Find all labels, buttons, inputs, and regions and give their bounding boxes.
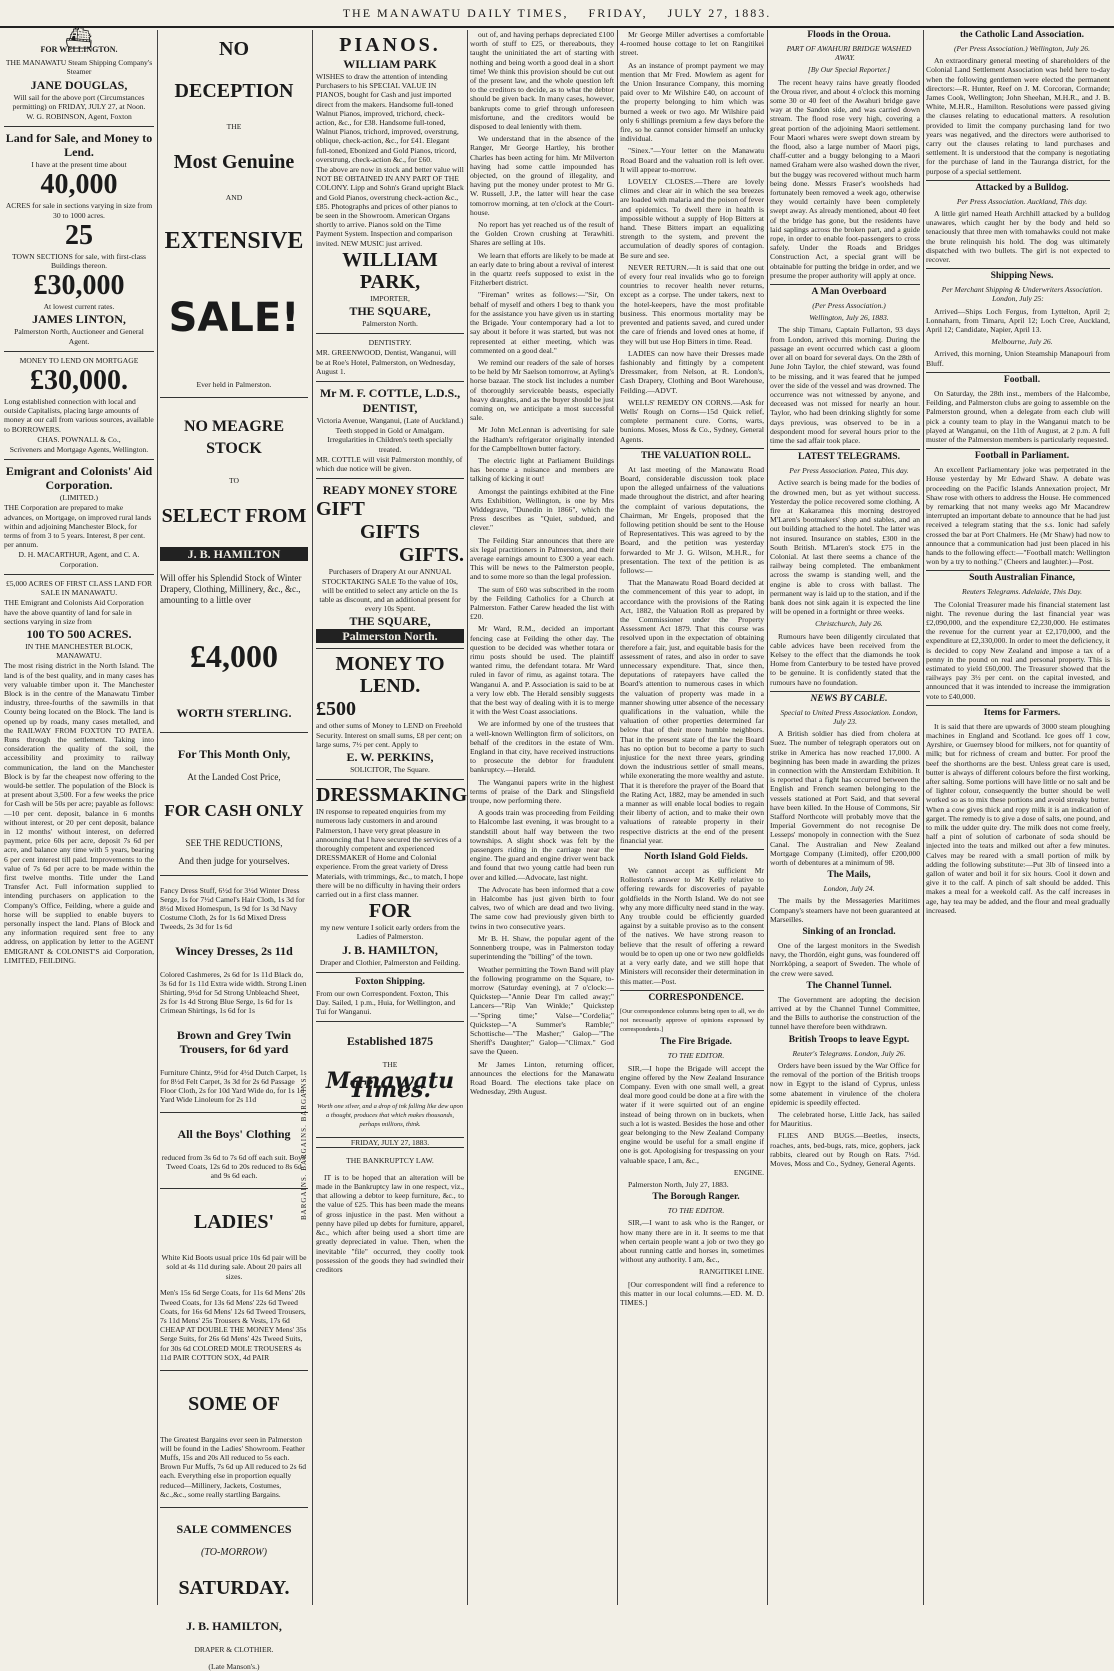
ad-title: MONEY TO LEND. [335,653,445,698]
masthead [0,0,1114,28]
article-headline: Items for Farmers. [983,707,1061,718]
ad-text: and other sums of Money to LEND on Freehold Security. Interest on small sums, £8 per cent; on large sums, 7½ per cent. Apply to [316,721,462,749]
ad-title: READY MONEY STORE [322,483,458,498]
ad-text: Will sail for the above port (Circumstances permitting) on FRIDAY, JULY 27, at Noon. [12,92,146,111]
article-paragraph: As an instance of prompt payment we may mention that Mr Fred. Mowlem as agent for the Union Insurance Company, this morning paid over to Mr Wilshire £40, on account of the property belonging to him which was burned a week or two ago. Mr Wilshire paid only 6 shillings premium a few days before the fire, so he cannot consider himself an unlucky individual. [620,60,764,144]
article-subhead: Per Press Association. Auckland, This day. [956,196,1088,206]
ad-subtitle: (LIMITED.) [59,493,99,503]
article-subhead: Special to United Press Association. London, July 23. [780,707,918,726]
letter-signature: ENGINE. [733,1167,764,1177]
ad-line: Brown and Grey Twin Trousers, for 6d yard [176,1027,292,1056]
article-subhead: Per Merchant Shipping & Underwriters Association. London, July 25: [941,285,1103,304]
article-paragraph: The ship Timaru, Captain Fullarton, 93 days from London, arrived this morning. During the passage an event occurred which cast a gloom over all on board for several days. On the 28th of June John Taylor, the chief steward, was found to be missing, and it was feared that he jumped over the side of the vessel and was drowned. The occurrence was not witnessed by anyone, and deceased was not missed for nearly an hour. Taylor, who had been drinking slightly for some days previous, was observed to be in a despondent mood for several hours prior to the time the sad affair took place. [770,325,920,445]
ad-line: White Kid Boots usual price 10s 6d pair will be sold at 4s 11d during sale. About 20 pairs all sizes. [161,1253,307,1281]
article-paragraph: The electric light at Parliament Buildings has become a nuisance and members are talking of kicking it out! [470,455,614,484]
ad-line: Will offer his Splendid Stock of Winter Drapery, Clothing, Millinery, &c., &c., amounting to a little over [160,573,302,606]
article-headline: Sinking of an Ironclad. [802,927,896,938]
article-paragraph: Mr Ward, R.M., decided an important fencing case at Feilding the other day. The question to be decided was whether totara or rimu posts should be used. The plaintiff wanted rimu, the defendant totara. Mr Ward ruled in favor of rimu, as against totara. The Wanganui A. and P. Association is said to be at a very low ebb. The Herald sensibly suggests that the best way of dealing with it is to merge it with the West Coast associations. [470,624,614,717]
ad-line: GIFTS [359,521,421,544]
column-rule [767,30,768,1605]
article-subhead: Melbourne, July 26. [991,337,1053,347]
price-list: Fancy Dress Stuff, 6½d for 3½d Winter Dress Serge, 1s for 7½d Camel's Hair Cloth, 1s 3d for 8½d Mixed Homespun, 1s 9d for 1s 3d Navy Costume Cloth, 2s for 1s 6d Mixed Dress Tweeds, 2s 3d for 1s 6d [160,885,305,932]
article-paragraph: LOVELY CLOSES.—There are lovely climes and clear air in which the sea breezes are loaded with malaria and the poison of fever and epidemics. To dwell there in health is impossible without a supply of Hop Bitters at hand. These Bitters impart an equalizing strength to the system, and prevent the accumulation of deadly spores of contagion. Be sure and see. [620,177,764,260]
acres-figure: 40,000 [40,169,118,201]
ad-title: FOR WELLINGTON. [40,45,118,55]
ad-line: TO [229,476,239,486]
article-headline: Foxton Shipping. [355,976,425,987]
money-figure: £30,000 [33,270,125,302]
article-paragraph: A little girl named Heath Archhill attacked by a bulldog unawares, which caught her by the body and held so tenaciously that three men with tomahawks could not make the brute relinquish his hold. The dog was ultimately dispatched with two bullets. The girl is not expected to recover. [926,209,1110,265]
editorial-headline: THE BANKRUPTCY LAW. [346,1156,434,1166]
masthead-date: JULY 27, 1883. [667,5,772,20]
ad-line: Ever held in Palmerston. [196,380,272,390]
ad-text: I have at the present time about [31,160,127,170]
article-paragraph: "Fireman" writes as follows:—"Sir, On behalf of myself and others I beg to thank you for the assistance you have given us in starting the Brigade. Your contemporary had a lot to say about it before it was started, but was not represented at either meeting, which was commented on a good deal." [470,290,614,355]
ad-text: Teeth stopped in Gold or Amalgam. Irregularities in Children's teeth specially treated. [327,426,453,454]
article-headline: Football. [1003,374,1041,385]
column-rule [157,30,158,1605]
editor-note: [Our correspondence columns being open to all, we do not necessarily approve of opinions expressed by correspondents.] [620,1007,764,1034]
ad-line: Most Genuine [173,151,295,174]
pianos-ad [316,30,464,334]
article-subhead: Wellington, July 26, 1883. [809,313,889,323]
article-paragraph: Mr John McLennan is advertising for sale the Hadham's refrigerator originally intended for the Campbelltown butter factory. [470,425,614,453]
ad-line: IMPORTER, [370,293,410,303]
ad-name: Mr M. F. COTTLE, L.D.S., [319,386,461,401]
article-paragraph: Active search is being made for the bodies of the drowned men, but as yet without success. Yesterday the police recovered some clothing. A fire at Kakaramea this morning destroyed M'Laren's bootmakers' shop and stables, and an out building attached to the hotel. The latter was not insured. Insurance on stables, £300 in the South British. M'Laren's stock £75 in the Colonial. At last there seems a chance of the railway being completed. The embankment across the swamp is standing well, and the engine is able to cross with ballast. The permanent way is laid up to the station, and if the bank does not sink again it is expected the line will be opened in a fortnight or three weeks. [770,478,920,617]
masthead-title: THE MANAWATU DAILY TIMES, [342,5,569,20]
ad-line: And then judge for yourselves. [178,855,290,866]
article-subhead: (Per Press Association.) Wellington, July 26. [954,44,1090,53]
article-headline: Attacked by a Bulldog. [975,182,1069,193]
ad-line: Palmerston North. [316,629,464,643]
land-sale-ad [4,127,154,352]
article-headline: Shipping News. [990,271,1054,282]
article-paragraph: LADIES can now have their Dresses made fashionably and fittingly by a competent Dressmaker, from Nelson, at R. London's, Cash Drapery, Clothing and Boot Warehouse, Feilding.—ADVT. [620,348,764,395]
article-paragraph: One of the largest monitors in the Swedish navy, the Thordön, eight guns, was foundered off Norrköping, a seaport of Sweden. The whole of the crew were saved. [770,941,920,978]
bankruptcy-editorial [316,1173,464,1274]
ad-amount: £500 [316,698,356,721]
ad-name: WILLIAM PARK [343,57,437,71]
article-paragraph: NEVER RETURN.—It is said that one out of every four real invalids who go to foreign countries to recover health never returns, except as a corpse. The under takers, next to the hotel-keepers, have the most profitable business. This enormous mortality may be prevented and patients saved, and cured under the care of friends and loved ones at home, if they will but use Hop Bitters in time. Read. [620,262,764,346]
ad-text: WISHES to draw the attention of intending Purchasers to his SPECIAL VALUE IN PIANOS, bought for Cash and just imported direct from the makers. Handsome full-toned Walnut Pianos, improved, trichord, check-action, &c., for £38. Handsome full-toned, Walnut Pianos, trichord, improved, overstrung, oblique, check-action, &c., for £41. Elegant full-toned, Ebonized and Gold Pianos, tricord, overstrung, check-action &c., for £60. [316,72,459,164]
article-headline: THE VALUATION ROLL. [640,450,752,461]
article-headline: South Australian Finance, [969,573,1075,584]
ad-role: Palmerston North, Auctioneer and General Agent. [14,327,144,346]
article-body: From our own Correspondent. Foxton, This Day. Sailed, 1 p.m., Huia, for Wellington, and Tui for Wanganui. [316,988,456,1017]
ad-text: MR. COTTLE will visit Palmerston monthly, of which due notice will be given. [316,454,463,474]
ad-text: THE Emigrant and Colonists Aid Corporation have the above quantity of land for sale in sections varying in size from [4,598,144,626]
article-paragraph: Orders have been issued by the War Office for the removal of the portion of the British troops now in Egypt to the island of Cyprus, unless some abatement in virulence of the cholera epidemic is speedily effected. [770,1060,920,1107]
ad-text: The above are now in stock and better value will NOT BE OBTAINED IN ANY PART OF THE COLONY. Lipp and Sohn's Grand upright Black and Gold Pianos, overstrung check-action &c., £85. Photographs and prices of other pianos to be seen in the Showroom. American Organs shortly to arrive. Pianos sold on the Time Payment System. Inspection and comparison invited. NEW MUSIC just arrived. [316,165,464,248]
ad-name: J. B. HAMILTON, [186,1618,282,1633]
emigrant-ad [4,460,154,575]
ad-title: MONEY TO LEND ON MORTGAGE [19,355,139,365]
article-headline: North Island Gold Fields. [644,852,748,863]
article-paragraph: Arrived—Ships Loch Fergus, from Lyttelton, April 2; Lonnaharn, from Timaru, April 12; Loch Cree, Auckland, April 12; Candidate, Napier, April 13. [926,306,1110,335]
ad-place: IN THE MANCHESTER BLOCK, MANAWATU. [25,641,133,661]
article-headline: The Channel Tunnel. [806,980,892,991]
article-subhead: [By Our Special Reporter.] [807,65,891,75]
article-paragraph: A goods train was proceeding from Feilding to Halcombe last evening, it was brought to a standstill about half way between the two townships. A slight shock was felt by the passengers riding in the carriage near the engine. The guard and engine driver went back and found that two young cattle had been run over and killed.—Advocate, last night. [470,808,614,882]
ad-line: Wincey Dresses, 2s 11d [175,943,293,958]
price-list: Colored Cashmeres, 2s 6d for 1s 11d Black do, 3s 6d for 1s 11d Extra wide width. Strong Linen Shirting, 9½d for 5d Strong Unbleachd Sheet, 2s for 1s 4d Strong Blue Serge, 1s 6d for 1s Crimean Shirtings, 1s 6d for 1s [160,969,307,1016]
letter-body: SIR,—I want to ask who is the Ranger, or how many there are in it. It seems to me that when certain people want a job or two they go about running cattle and horses in, sometimes without any authority. I am, &c., [620,1218,764,1265]
motto: Worth one silver, and a drop of ink falling like dew upon a thought, produces that which makes thousands, perhaps millions, think. [316,1103,464,1129]
masthead-day: FRIDAY, [588,5,648,20]
ad-sizes: 100 TO 500 ACRES. [26,626,132,641]
article-paragraph: Rumours have been diligently circulated that cable advices have been received from the Kelsey to the effect that the diamonds he took Home from Canterbury to be tested have proved to be genuine. It is confidently stated that the rumours have no foundation. [770,631,920,687]
bargains-banner: BARGAINS. BARGAINS. BARGAINS. [300,1074,308,1220]
article-paragraph: We cannot accept as sufficient Mr Rolleston's answer to Mr Kelly relative to offering rewards for discoveries of payable goldfields in the North Island. We do not see why any more difficulty need stand in the way. Any trouble could be efficiently guarded against by a suitable proviso as to the consent of the natives. We have strong reason to believe that the result of offering a reward would be to open up one or two new goldfields at a very early date, and we still hope that Ministers will reconsider their determination in this matter.—Post. [620,866,764,986]
ad-line: NO MEAGRE STOCK [184,418,284,458]
ad-line: SATURDAY. [178,1576,290,1599]
article-body: IT is to be hoped that an alteration will be made in the Bankruptcy law in one respect, viz., that allowing a debtor to keep furniture, &c., to the value of £25. This has been made the means of gross injustice in the past. Men without a penny have piled up debts for furniture, apparel, &c., which after being used a short time are greatly depreciated in value. Then, when the inevitable "file" occurred, they coolly took possession of the goods they had swindled their creditors [316,1172,464,1274]
hamilton-sale-ad [160,38,308,1671]
ad-line: SOLICITOR, The Square. [350,764,430,774]
ad-line: SELECT FROM [161,505,307,528]
vessel-name: JANE DOUGLAS, [30,77,128,92]
ready-money-ad [316,479,464,649]
ad-line: THE SQUARE, [349,304,431,319]
article-paragraph: An extraordinary general meeting of shareholders of the Colonial Land Settlement Association was held here to-day when the following gentlemen were elected the permanent directors:—R. Hunter, Reef on J. M. Corcoran, Cormande; James Cook, Wellington; John Sheehan, M.H.R., and J. B. White, M.H.R., Hamilton. Resolutions were passed giving the clauses relating to educational matters. A resolution provided to limit the company purchasing land for two years was negatived, and the directors were authorised to carry out the clauses relating to land purchases and settlement. It is understood that the company is negotiating for the purchase of land in the Tauranga district, for the purpose of a special settlement. [926,56,1110,176]
ad-line: (Late Manson's.) [208,1661,260,1671]
ad-text: IN response to repeated enquiries from my numerous lady customers in and around Palmerston, I have very great pleasure in announcing that I have secured the services of a thoroughly competent and experienced DRESSMAKER of Home and Colonial experience. From the great variety of Dress Materials, with trimmings, &c., to match, I hope there will be no difficulty in having their orders carried out in a first class manner. [316,807,464,899]
ad-line: reduced from 3s 6d to 7s 6d off each suit. Boys' Tweed Coats, 12s 6d to 20s reduced to 8s 6d and 9s 6d each. [161,1153,307,1181]
article-subhead: TO THE EDITOR. [667,1206,725,1216]
ad-name: JAMES LINTON, [32,312,126,327]
article-paragraph: We remind our readers of the sale of horses to be held by Mr Saelson tomorrow, at Ayling's horse bazaar. The stock list includes a number of thoroughly serviceable beasts, especially heavy draughts, and as the buyer should be just coming on, we anticipate a most successful sale. [470,357,614,423]
article-paragraph: The Advocate has been informed that a cow in Halcombe has just given birth to four calves, two of which are dead and two living. The same cow had previously given birth to twins in two consecutive years. [470,884,614,931]
ad-line: At the Landed Cost Price, [187,772,281,783]
ad-title: Land for Sale, and Money to Lend. [5,131,153,160]
ad-line: SALE COMMENCES [176,1521,292,1536]
article-subhead: Reuter's Telegrams. London, July 26. [792,1048,906,1058]
article-paragraph: The celebrated horse, Little Jack, has sailed for Mauritius. [770,1109,920,1129]
ad-name: J. B. HAMILTON, [342,942,438,957]
ad-line: FOR CASH ONLY [164,800,304,820]
ad-line: GIFT [316,498,365,521]
steamer-ad [4,25,154,127]
article-paragraph: It is said that there are upwards of 3000 steam ploughing machines in England and Scotland. Ice goes off 1 cow, Ayrshire, or Guernsey blood for milkers, not for quantity of milk; but for richness of cream and butter. For proof the beef the shorthorns are the best. Unless great care is used, butter is always of different colours before the first working, after salting. Some portions will have little or no salt and be of lighter colour, consequently the butter should be well worked so as to mix these portions and avoid streaky butter. When a cow gives thick and ropy milk it is an indication of garget. The remedy is to give a dose of salts, one pound, and to milk the udder quite dry. The milk does not come freely, half a pint of solution of carbonate of soda should be injected into the teats and milked out after a few minutes. Calves may be reared with a small portion of milk by adding the following substitute:—Put 3lb of linseed into a gallon of water and boil it for six hours. Cool it down and give it to the calf. A pinch of salt should be added. This makes a meal for a weekold calf. As the calf increases in age, hay tea may be added, and the flour and meal gradually increased. [926,721,1110,915]
article-paragraph: The sum of £60 was subscribed in the room by the Feilding Catholics for a Church at Palmerston. Father Carew headed the list with £20. [470,584,614,622]
ad-name: WILLIAM PARK, [342,248,438,293]
ad-body: The most rising district in the North Island. The land is of the best quality, and in many cases has very valuable timber upon it. The Manchester Block is in the centre of the Manawatu Timber industry, three-fourths of the sawmills in that County being located on the Block. The land is opened up by roads, many cases metalled, and the RAILWAY FROM FOXTON TO PATEA. Runs through the settlement. Taking into consideration the quality of the soil, the accessibility and proximity to railway communication, the land on the Manchester Block is by far the cheapest now offering to the would-be settler. The population of the Block is at present about 3,500. For a few weeks the price for Cash will be 50s per acre; payable as follows:—10 per cent. deposit, balance in 6 months without interest, or 20 per cent deposit, balance in 12 months' without interest, on deferred payment, price 60s per acre, deposit 7s 6d per acre, and balance any time with 5 years, bearing 6 per cent interest till paid. Improvements to the value of 7s 6d per acre to be made within the first twelve months. Title under the Land Transfer Act. Full information supplied to intending purchasers on application to the Company's Office, Feilding, where a guide and horse will be supplied to enable buyers to personally inspect the land. Plans of Block and any information required sent free to any address, on application by letter to the AGENT EMIGRANT & COLONIST'S aid Corporation, LIMITED, FEILDING. [4,661,154,965]
ad-text: TOWN SECTIONS for sale, with first-class Buildings thereon. [12,251,146,271]
article-paragraph: We are informed by one of the trustees that a well-known Wellington firm of solicitors, on behalf of the creditors in the estate of Wm. England in that city, have received instructions to prosecute the debtor for fraudulent bankruptcy.—Herald. [470,719,614,775]
article-paragraph: A British soldier has died from cholera at Suez. The number of telegraph operators out on strike in America has now reached 17,000. A beginning has been made in awarding the prizes in connection with the Amsterdam Exhibition. It is reported that a fight has occurred between the English and French seamen belonging to the vessels stationed at Port Said, and that several have been killed. In the House of Commons, Sir Stafford Northcote will probably move that the Imperial Government do not recognise De Lesseps' monopoly in connection with the Suez Canal. The Australian and New Zealand Mortgage Company (Limited), offer £200,000 worth of debentures at a minimum of 98. [770,729,920,868]
dentistry-ad [316,334,464,382]
section-headline: CORRESPONDENCE. [648,992,744,1003]
article-paragraph: At last meeting of the Manawatu Road Board, considerable discussion took place upon the alleged unfairness of the valuations made throughout the district, and after hearing the complaint of various deputations, the Chairman, Mr Engels, proposed that the following petition should be sent to the House of Representatives. This was agreed to by the Board, and the petition was yesterday forwarded to Mr J. G. Wilson, M.H.R., for presentation. The text of the petition is as follows:— [620,464,764,575]
ad-title: DENTISTRY. [368,338,412,348]
column-6 [770,30,920,1605]
ad-name: CHAS. POWNALL & Co., [37,434,121,444]
ad-text: At lowest current rates. [43,302,115,312]
article-subhead: Per Press Association. Patea, This day. [789,466,909,476]
ad-line: WORTH STERLING. [176,706,292,721]
article-paragraph: Weather permitting the Town Band will play the following programme on the Square, to-morrow (Saturday evening), at 7 o'clock:—Quickstep—"Annie Dear I'm called away;" Lancers—"Rip Van Winkle;" Quickstep—"Spring time;" Valse—"Cordelia;" Quickstep—"A Summer's Ramble;" Schottische—"The Masher;" Galop—"The Sheriff's Daughter;" Galop—"Climax." God save the Queen. [470,964,614,1057]
ad-text: Long established connection with local and outside Capitalists, placing large amounts of money at our call from various sources, available to BORROWERS. [4,397,154,434]
ad-agent: W. G. ROBINSON, Agent, Foxton [26,112,132,122]
mortgage-ad [4,352,154,460]
article-subhead: London, July 24. [823,884,875,894]
ad-role: Scriveners and Mortgage Agents, Wellington. [9,445,149,455]
article-subhead: TO THE EDITOR. [667,1051,725,1061]
price-list: Furniture Chintz, 9½d for 4½d Dutch Carpet, 1s for 8½d Felt Carpet, 3s 3d for 2s 6d Passage Floor Cloth, 2s for 10d Yard Wide do, for 1s 1d Yard Wide Linoleum for 2s 11d [160,1067,307,1105]
article-subhead: (Per Press Association.) [812,301,886,311]
letter-location: Palmerston North, July 27, 1883. [628,1179,729,1189]
article-paragraph: No report has yet reached us of the result of the Golden Crown crushing at Terawhiti. Shares are selling at 10s. [470,220,614,248]
article-paragraph: Mr James Linton, returning officer, announces the elections for the Manawatu Road Board. The elections take place on Wednesday, 29th August. [470,1059,614,1097]
ad-line: SOME OF [188,1392,280,1415]
article-paragraph: FLIES AND BUGS.—Beetles, insects, roaches, ants, bed-bugs, rats, mice, gophers, jack rabbits, cleared out by Rough on Rats. 7½d. Moves, Moss and Co., Sydney, General Agents. [770,1131,920,1168]
article-headline: The Borough Ranger. [652,1192,740,1203]
column-5 [620,30,764,1605]
ad-title: DRESSMAKING [316,784,468,807]
ad-text: ACRES for sale in sections varying in size from 30 to 1000 acres. [5,201,153,220]
ad-line: For This Month Only, [177,747,291,762]
foxton-shipping [316,973,464,1023]
article-subhead: Christchurch, July 26. [815,619,883,629]
article-paragraph: The Wanganui papers write in the highest terms of praise of the Dark and Slingsfield troupe, now performing there. [470,777,614,806]
ad-line: (TO-MORROW) [201,1546,267,1558]
column-1 [4,25,154,1605]
column-3 [316,30,468,1605]
ad-text: MR. GREENWOOD, Dentist, Wanganui, will be at Roe's Hotel, Palmerston, on Wednesday, August 1. [316,348,457,376]
article-paragraph: The Feilding Star announces that there are six legal practitioners in Palmerston, and their average earnings amount to £300 a year each. This will be news to the Palmerston people, and to some more so than the legal profession. [470,535,614,582]
ad-text: THE MANAWATU Steam Shipping Company's Steamer [5,58,153,77]
ad-line: LADIES' [193,1211,275,1234]
block-sale-ad [4,575,154,970]
column-rule [467,30,468,1605]
established-line: Established 1875 [346,1034,434,1049]
price-list: Men's 15s 6d Serge Coats, for 11s 6d Mens' 20s Tweed Coats, for 13s 6d Mens' 22s 6d Tweed Coats, for 16s 6d Mens' 12s 6d Tweed Trousers, 7s 11d Mens' 25s Trousers & Vests, 17s 6d CHEAP AT DOUBLE THE MONEY Mens' 35s Serge Suits, for 26s 6d Mens' 42s Tweed Suits, for 30s 6d COLORED MOLE TROUSERS 4s 11d PAIR COTTON SOX, 4d PAIR [160,1288,307,1362]
ad-line: GIFTS. [398,544,464,567]
ad-line: Palmerston North. [362,319,418,329]
cottle-ad [316,382,464,479]
ad-text: THE Corporation are prepared to make advances, on Mortgage, on improved rural lands within and adjoining Manchester Block, for terms of from 3 to 5 years. Interest, 8 per cent. per annum. [4,503,152,550]
column-rule [923,30,924,1605]
ad-line: THE SQUARE, [349,614,431,629]
article-paragraph: Amongst the paintings exhibited at the Fine Arts Exhibition, Wellington, is one by Mrs Widdegrave, "Dunedin in 1866", which the Press describes as "Quiet, subdued, and clever." [470,486,614,533]
article-headline: Floods in the Oroua. [807,30,891,40]
ad-amount: £4,000 [190,638,278,675]
ad-line: THE [382,1060,398,1070]
ad-line: DECEPTION [174,80,294,102]
article-paragraph: On Saturday, the 28th inst., members of the Halcombe, Feilding, and Palmerston clubs are going to assemble on the Palmerston ground, when a delegate from each club will pick a county team to play in the Wanganui match to be played at Wanganui, on the 11th of August, at 2 p.m. A full muster of the Palmerston members is particularly requested. [926,388,1110,444]
column-2 [160,30,308,1671]
column-7 [926,30,1110,1605]
ad-line: FOR [368,900,412,923]
dressmaking-ad [316,780,468,973]
article-paragraph: Mr George Miller advertises a comfortable 4-roomed house cottage to let on Rangitikei street. [620,30,764,58]
money-figure: £30,000. [30,365,128,397]
article-paragraph: out of, and having perhaps depreciated £100 worth of stuff to £25, or thereabouts, they taught the uninitiated the art of starting with nothing and being worth a good deal in a short time! We think this provision should be cut out of the present law, and the whole question left to the creditors to decide, as to what the debtor should be given back. In many cases, however, bankrupts come to grief through unforeseen misfortune, and the creditors would be disposed to deal leniently with them. [470,30,614,132]
article-paragraph: That the Manawatu Road Board decided at the commencement of this year to adopt, in accordance with the provisions of the Rating Act, 1882, the Valuation Roll as prepared by the Commissioner under the Property Assessment Act 1879. That this course was resolved upon in the expectation of obtaining therefore a fair, just, and equitable basis for the assessment of rates, and also in order to save unnecessary expenditure. That, since then, deputations of ratepayers have called the Board's attention to numerous cases in which the valuation of property was made in a manner showing utter absence of the necessary qualifications in the valuation, while the valuation of other properties determined far below that of their more humble neighbors. That in the present state of the law the Board has no option but to become a party to such injustice for the next three years, grinding down the industrious settler of small means, while exonerating the more wealthy and astute. That it is therefore the prayer of the Board that the Rating Act, 1882, may be amended in such a manner as will enable local bodies to regain their liberty of action, and to make their own valuations of rateable property in their respective districts at the end of the present financial year. [620,578,764,845]
letter-signature: RANGITIKEI LINE. [699,1267,764,1277]
newspaper-title: Manawatu Times. [325,1068,455,1104]
column-rule [617,30,618,1605]
article-paragraph: We learn that efforts are likely to be made at an early date to bring about a revival of interest in the quartz reefs supposed to exist in the Fitzherbert district. [470,250,615,288]
article-paragraph: The mails by the Messageries Maritimes Company's steamers have not been guaranteed at Marseilles. [770,896,920,924]
article-headline: A Man Overboard [811,287,887,298]
article-headline: the Catholic Land Association. [959,30,1085,40]
article-paragraph: The Colonial Treasurer made his financial statement last night. The revenue during the last financial year was £2,090,000, and the expenditure £2,230,000. He estimates the revenue for the current year at £2,170,000, and the expenditure at £2,330,000. In order to meet the deficiency, it is decided to copy New Zealand and impose a tax of a penny in the pound on real and personal property. This is estimated to yield £60,000. The Treasurer showed that the railways pay 3½ per cent. on the capital invested, and announced that it was intended to increase the immigration vote to £40,000. [926,599,1111,701]
sections-figure: 25 [65,219,93,251]
ad-line: All the Boys' Clothing [177,1127,291,1142]
article-subhead: PART OF AWAHURI BRIDGE WASHED AWAY. [786,44,912,63]
article-headline: LATEST TELEGRAMS. [798,452,900,463]
article-paragraph: WELLS' REMEDY ON CORNS.—Ask for Wells' Rough on Corns—15d Quick relief, complete permanent cure. Corns, warts, bunions. Moses, Moss & Co., Sydney, General Agents. [620,397,764,444]
ad-name: E. W. PERKINS, [346,749,434,764]
article-subhead: Reuters Telegrams. Adelaide, This Day. [961,587,1083,597]
article-headline: Football in Parliament. [974,451,1070,462]
ad-text: my new venture I solicit early orders from the Ladies of Palmerston. [320,923,460,942]
article-paragraph: The Government are adopting the decision arrived at by the Channel Tunnel Committee, and the Bills to authorise the construction of the tunnel have therefore been withdrawn. [770,994,920,1032]
article-paragraph: "Sinex."—Your letter on the Manawatu Road Board and the valuation roll is left over. It will appear to-morrow. [620,146,764,174]
ad-title: PIANOS. [339,34,441,56]
steamship-icon: ⛴ [65,25,93,50]
ad-line: THE [226,122,242,131]
article-paragraph: The recent heavy rains have greatly flooded the Oroua river, and about 4 o'clock this morning some 30 or 40 feet of the Awahuri bridge gave way at the Sandon side, and was carried down stream. The flood rose very high, covering a great portion of the adjoining Maori settlement. Four Maori whares were swept down stream by the flood, also a large number of Maori pigs, chaff-cutter and a buggy belonging to a Maori named Graham were also washed down the river, but the buggy was recovered without much harm being done. Messrs Fraser's woolsheds had fortunately been removed a week ago, otherwise they would certainly have been completely swept away. As already mentioned, about 40 feet of the bridge has gone, but the residents have laid saplings across the broken part, and a guide rope, in order to enable foot-passengers to cross safely. Under the Roads and Bridges Construction Act, a special grant will be obtainable for putting the bridge in order, and we presume the proper authority will apply at once. [770,77,920,280]
ad-line: AND [225,193,243,203]
ad-line: The Greatest Bargains ever seen in Palmerston will be found in the Ladies' Showroom. Feather Muffs, 15s and 20s All reduced to 5s each. Brown Fur Muffs, 7s 6d up All reduced to 2s 6d each. Everything else in proportion equally reduced—Millinery, Jackets, Costumes, &c.,&c., some really startling Bargains. [160,1434,307,1499]
editorial-masthead [316,1034,464,1165]
ad-line: NO [219,38,249,60]
ad-title: Emigrant and Colonists' Aid Corporation. [5,464,153,493]
article-headline: NEWS BY CABLE. [810,693,888,704]
ad-line: EXTENSIVE [164,228,304,255]
column-rule [312,30,313,1605]
editor-note: [Our correspondent will find a reference to this matter in our local columns.—ED. M. D. TIMES.] [620,1279,764,1307]
money-lend-ad [316,649,464,780]
article-paragraph: We understand that in the absence of the Ranger, Mr George Hartley, his brother Charles has been acting for him. Mr Milverton having had some cattle impounded has objected, on the ground of illegality, and having put the money under protest to Mr G. W. Russell, J.P., the latter will hear the case tomorrow morning, at ten o'clock at the Court-house. [470,134,614,217]
article-headline: The Fire Brigade. [660,1037,732,1048]
sale-headline: SALE! [168,295,300,342]
article-headline: British Troops to leave Egypt. [788,1034,910,1045]
ad-line: SEE THE REDUCTIONS, [185,837,283,848]
ad-name: J. B. HAMILTON [160,547,308,561]
column-4 [470,30,614,1605]
ad-line: Victoria Avenue, Wanganui, (Late of Auckland.) [316,416,464,426]
ad-line: Draper and Clothier, Palmerston and Feilding. [319,957,461,967]
ad-line: DENTIST, [362,401,418,416]
ad-title: £5,000 ACRES OF FIRST CLASS LAND FOR SALE IN MANAWATU. [5,578,153,598]
article-paragraph: Arrived, this morning, Union Steamship Manapouri from Bluff. [926,349,1110,368]
ad-agent: D. H. MACARTHUR, Agent, and C. A. Corporation. [18,550,140,569]
article-paragraph: An excellent Parliamentary joke was perpetrated in the House yesterday by Mr Edward Shaw. A debate was proceeding on the Pacific Islands Annexation project, Mr Shaw rose with others to address the House. He commenced by remarking that not many weeks ago Mr Macandrew interrupted an important debate to announce that he had just received a telegram stating that the s.s. Ionic had safely crossed the bar at Port Chalmers. He (Mr Shaw) had now to announce that a communication had just been placed in his hands to the following effect:—"Football match: Wellington won by a try to nothing." (Cheers and laughter.)—Post. [926,465,1110,567]
ad-text: Purchasers of Drapery At our ANNUAL STOCKTAKING SALE To the value of 10s, will be entitled to select any article on the 1s table as discount, and an additional present for every 10s Spent. [319,567,461,614]
ad-line: DRAPER & CLOTHIER. [194,1644,274,1654]
letter-body: SIR,—I hope the Brigade will accept the engine offered by the New Zealand Insurance Company. Even with one small well, a great deal more good could be done at a fire with the water if it were squirted out of an engine instead of being thrown on in buckets, when such a lot is wasted. Besides the hose and other gear belonging to the New Zealand Company engine would be useful for a small engine if one is got. Apologising for trespassing on your valuable space, I am, &c., [620,1063,764,1165]
issue-date: FRIDAY, JULY 27, 1883. [316,1137,464,1148]
article-headline: The Mails, [827,870,871,881]
article-paragraph: Mr B. H. Shaw, the popular agent of the Sonnenberg troupe, was in Palmerston today superintending the "billing" of the town. [470,933,614,962]
